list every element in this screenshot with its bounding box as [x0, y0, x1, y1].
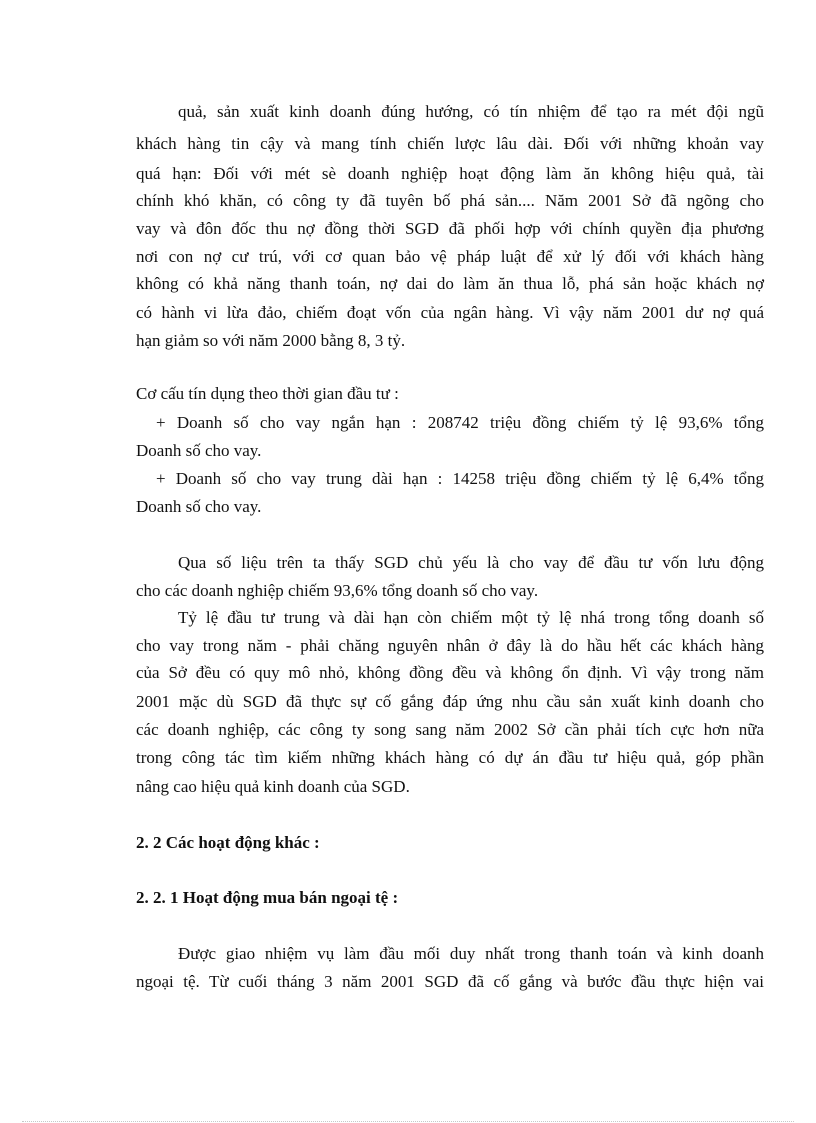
short-term-bullet-cont: Doanh số cho vay. — [136, 441, 262, 460]
paragraph-3-line: nâng cao hiệu quả kinh doanh của SGD. — [136, 777, 410, 796]
paragraph-3-line: của Sở đều có quy mô nhỏ, không đồng đều và không ổn định. Vì vậy trong năm — [136, 663, 764, 682]
paragraph-1-line: không có khả năng thanh toán, nợ dai do làm ăn thua lỗ, phá sản hoặc khách nợ — [136, 274, 764, 293]
paragraph-1-line: chính khó khăn, có công ty đã tuyên bố phá sản.... Năm 2001 Sở đã ngõng cho — [136, 191, 764, 210]
paragraph-3-line: Tỷ lệ đầu tư trung và dài hạn còn chiếm một tỷ lệ nhá trong tổng doanh số — [178, 608, 764, 627]
short-term-bullet: + Doanh số cho vay ngắn hạn : 208742 triệu đồng chiếm tỷ lệ 93,6% tổng — [156, 413, 764, 432]
section-2-2-1-heading: 2. 2. 1 Hoạt động mua bán ngoại tệ : — [136, 888, 399, 907]
paragraph-4-line: ngoại tệ. Từ cuối tháng 3 năm 2001 SGD đã cố gắng và bước đầu thực hiện vai — [136, 972, 764, 991]
credit-structure-heading: Cơ cấu tín dụng theo thời gian đầu tư : — [136, 384, 399, 403]
paragraph-1-line: quá hạn: Đối với mét sè doanh nghiệp hoạt động làm ăn không hiệu quả, tài — [136, 164, 764, 183]
paragraph-1-line: nơi con nợ cư trú, với cơ quan bảo vệ pháp luật để xử lý đối với khách hàng — [136, 247, 764, 266]
paragraph-3-line: cho vay trong năm - phải chăng nguyên nhân ở đây là do hầu hết các khách hàng — [136, 636, 764, 655]
paragraph-4-line: Được giao nhiệm vụ làm đầu mối duy nhất trong thanh toán và kinh doanh — [178, 944, 764, 963]
section-2-2-heading: 2. 2 Các hoạt động khác : — [136, 833, 320, 852]
paragraph-1-line: có hành vi lừa đảo, chiếm đoạt vốn của ngân hàng. Vì vậy năm 2001 dư nợ quá — [136, 303, 764, 322]
paragraph-2-line: Qua số liệu trên ta thấy SGD chủ yếu là cho vay để đầu tư vốn lưu động — [178, 553, 764, 572]
paragraph-3-line: các doanh nghiệp, các công ty song sang năm 2002 Sở cần phải tích cực hơn nữa — [136, 720, 764, 739]
medium-long-term-bullet: + Doanh số cho vay trung dài hạn : 14258 triệu đồng chiếm tỷ lệ 6,4% tổng — [156, 469, 764, 488]
page-bottom-divider — [22, 1121, 794, 1122]
paragraph-1-line: quả, sản xuất kinh doanh đúng hướng, có tín nhiệm để tạo ra mét đội ngũ — [178, 102, 764, 121]
paragraph-3-line: 2001 mặc dù SGD đã thực sự cố gắng đáp ứng nhu cầu sản xuất kinh doanh cho — [136, 692, 764, 711]
paragraph-3-line: trong công tác tìm kiếm những khách hàng có dự án đầu tư hiệu quả, góp phần — [136, 748, 764, 767]
medium-long-term-bullet-cont: Doanh số cho vay. — [136, 497, 262, 516]
paragraph-1-line: vay và đôn đốc thu nợ đồng thời SGD đã phối hợp với chính quyền địa phương — [136, 219, 764, 238]
paragraph-1-line: hạn giảm so với năm 2000 bằng 8, 3 tỷ. — [136, 331, 406, 350]
paragraph-2-line: cho các doanh nghiệp chiếm 93,6% tổng doanh số cho vay. — [136, 581, 539, 600]
paragraph-1-line: khách hàng tin cậy và mang tính chiến lược lâu dài. Đối với những khoản vay — [136, 134, 764, 153]
